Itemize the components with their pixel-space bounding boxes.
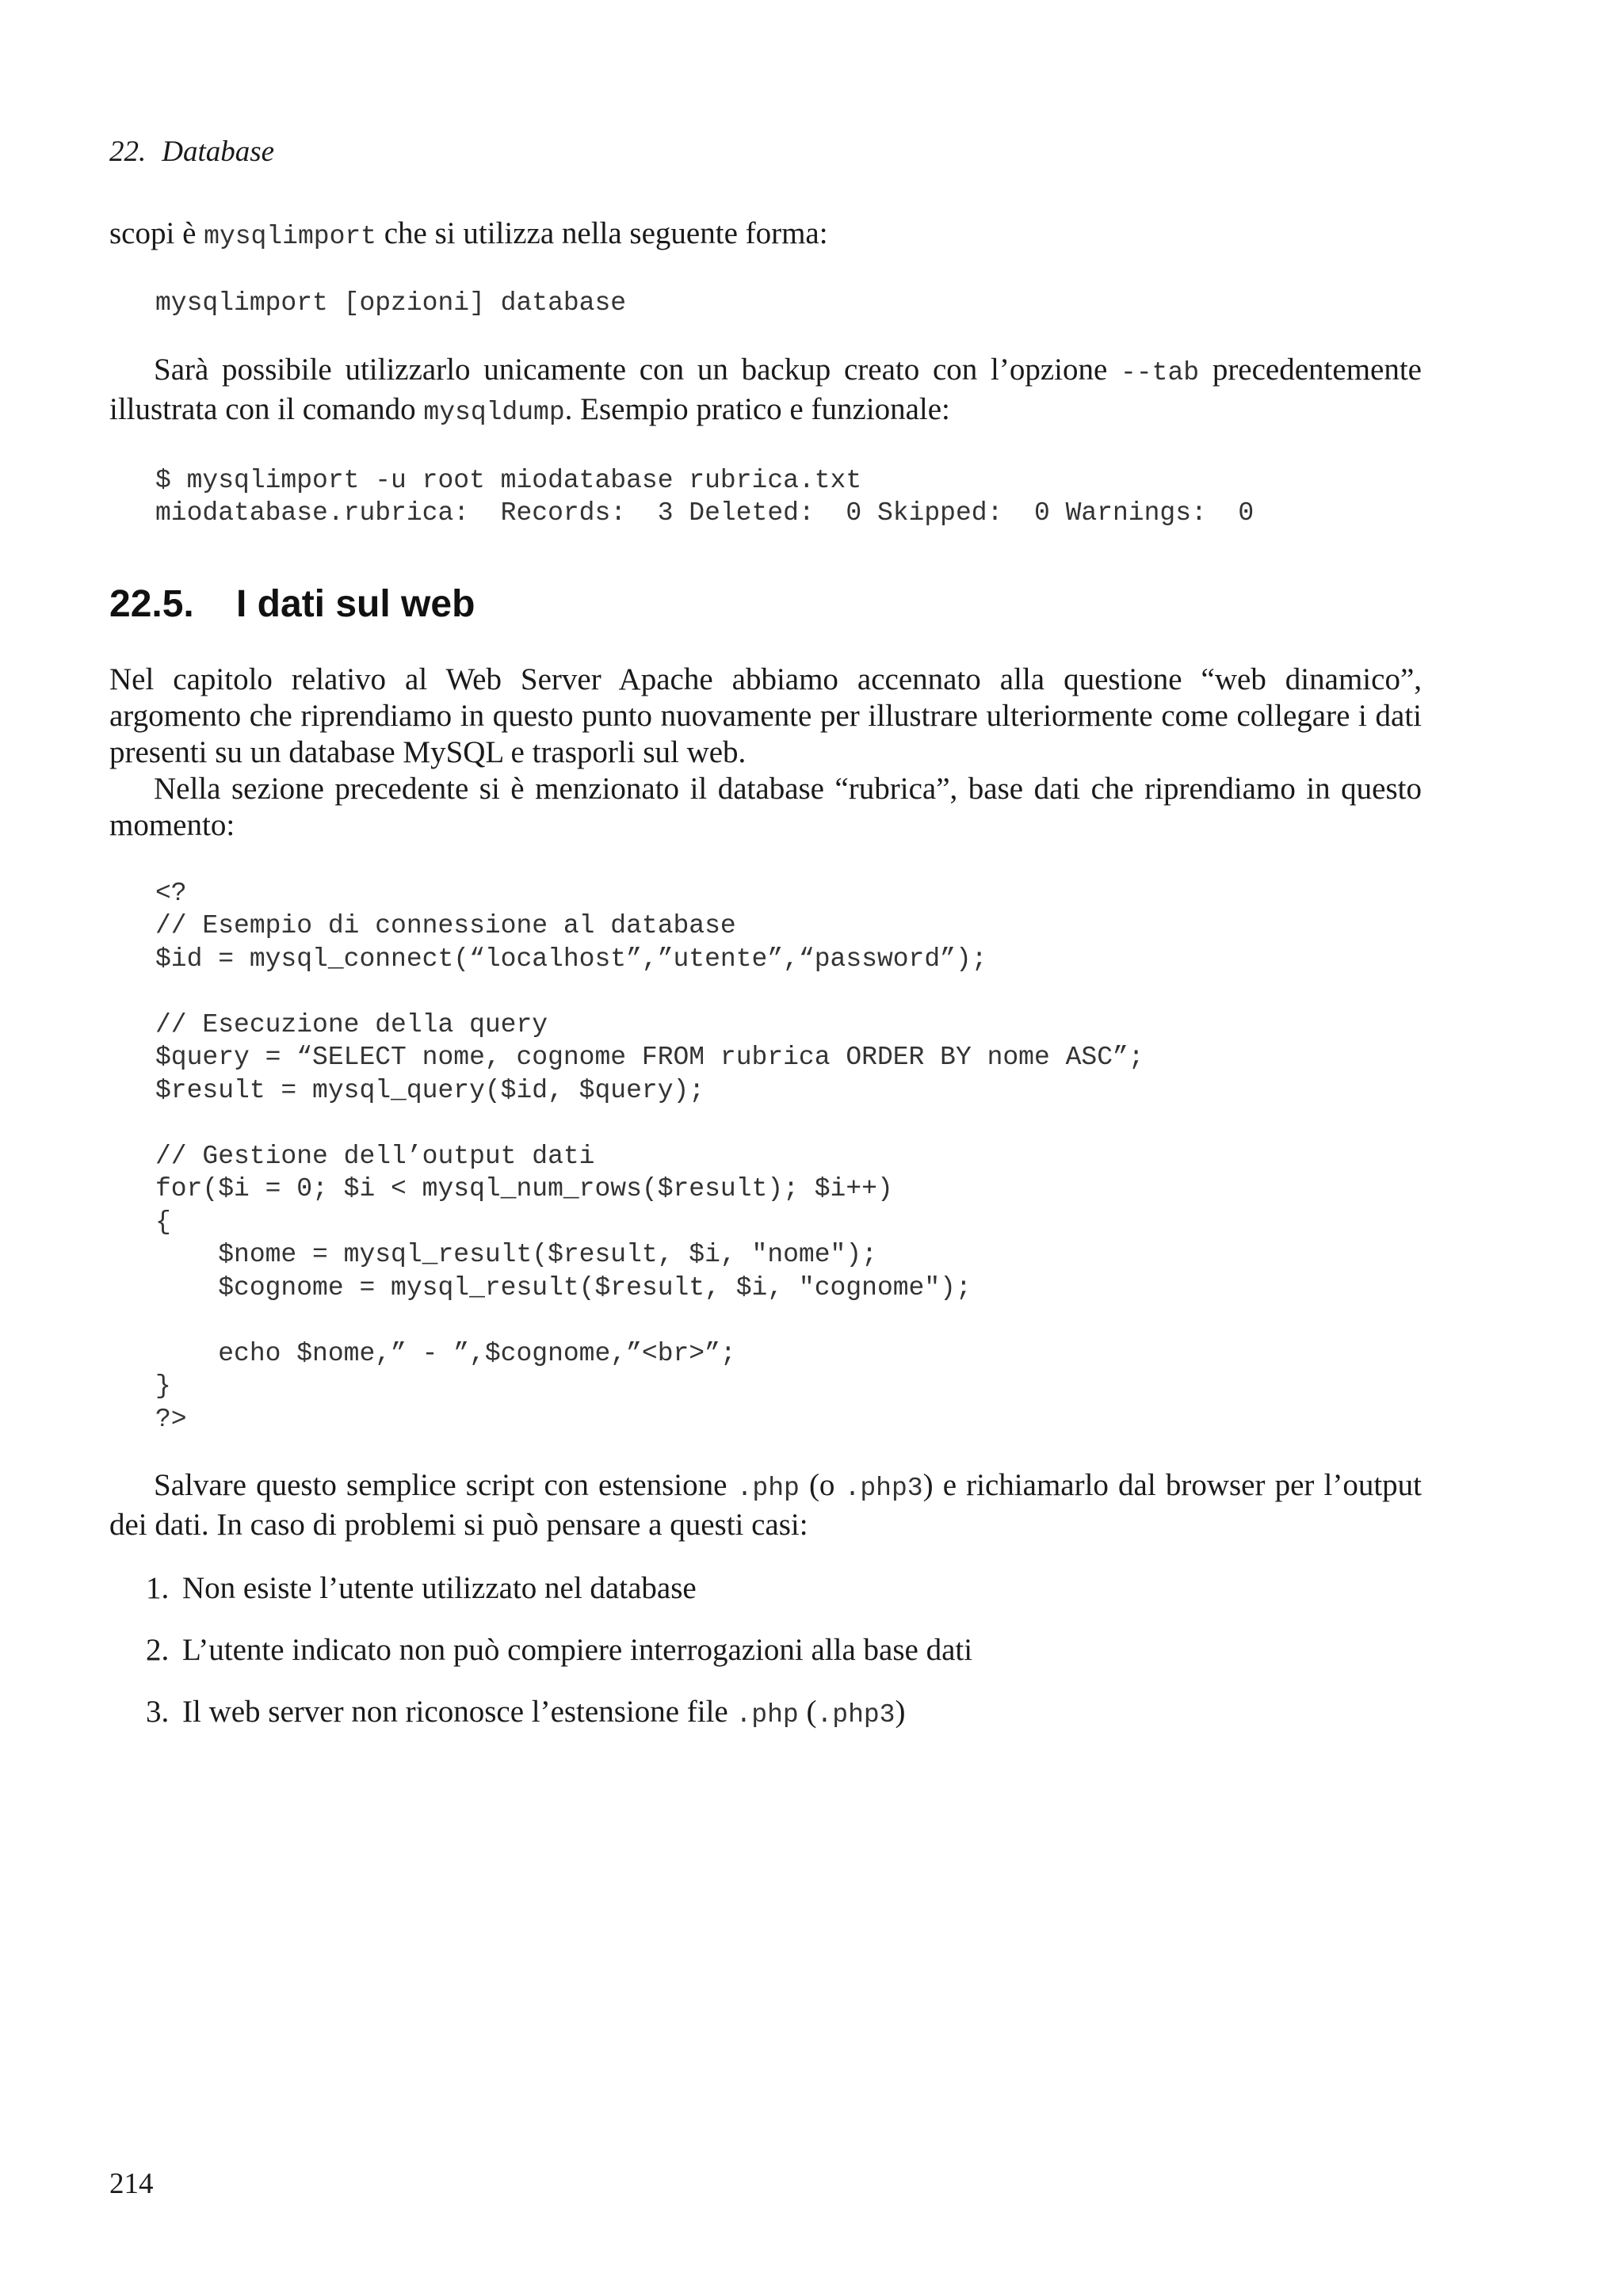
- running-head: [109, 135, 274, 169]
- numbered-list: [109, 1570, 1422, 1733]
- list-number: 1.: [146, 1571, 170, 1605]
- inline-code-php3: .php3: [844, 1474, 923, 1503]
- list-item: [109, 1570, 1422, 1607]
- page-number: 214: [109, 2168, 154, 2200]
- paragraph-web-dynamic: Nel capitolo relativo al Web Server Apache abbiamo accennato alla questione “web dinamico”, argomento che riprendiamo in questo punto nuovamente per illustrare ulteriormente come collegare i dati presenti su un database MySQL e trasporli sul web.: [109, 662, 1422, 769]
- book-page: [109, 0, 1422, 2296]
- list-item: [109, 1694, 1422, 1733]
- section-title: I dati sul web: [236, 582, 475, 625]
- inline-code-mysqldump: mysqldump: [423, 397, 565, 427]
- paragraph-save-script: [109, 1467, 1422, 1543]
- intro-text-2: che si utilizza nella seguente forma:: [376, 216, 828, 250]
- paragraph-rubrica: Nella sezione precedente si è menzionato il database “rubrica”, base dati che riprendiamo in questo momento:: [109, 771, 1422, 842]
- code-block-syntax: mysqlimport [opzioni] database: [155, 288, 627, 318]
- list-item-text: ): [895, 1695, 906, 1729]
- paragraph-tab-option: [109, 352, 1422, 431]
- list-item-text: Non esiste l’utente utilizzato nel database: [182, 1571, 697, 1605]
- intro-text-1: scopi è: [109, 216, 204, 250]
- inline-code-php: .php: [736, 1474, 800, 1503]
- inline-code-tab: --tab: [1121, 357, 1200, 387]
- inline-code-php3: .php3: [816, 1700, 896, 1730]
- section-number: 22.5.: [109, 582, 194, 625]
- intro-paragraph: [109, 215, 1422, 255]
- list-item-text: L’utente indicato non può compiere interrogazioni alla base dati: [182, 1633, 973, 1667]
- paragraph-text: precedentemente illustrata con il comando: [109, 352, 1422, 426]
- paragraph-text: ) e richiamarlo dal browser per l’output dei dati. In caso di problemi si può pensare a questi casi:: [109, 1468, 1423, 1542]
- paragraph-text: Salvare questo semplice script con estensione: [154, 1468, 737, 1502]
- list-item-text: (: [798, 1695, 817, 1729]
- inline-code-php: .php: [735, 1700, 799, 1730]
- code-block-php: <? // Esempio di connessione al database $id = mysql_connect(“localhost”,”utente”,“password”); // Esecuzione della query $query = “SELECT nome, cognome FROM rubrica ORDER BY nome ASC”; $result = mysql_query($id, $query); // Gestione dell’output dati for($i = 0; $i < mysql_num_rows($result); $i++) { $nome = mysql_result($result, $i, "nome"); $cognome = mysql_result($result, $i, "cognome"); echo $nome,” - ”,$cognome,”<br>”; } ?>: [155, 878, 1144, 1434]
- page-content: [109, 215, 1422, 1733]
- list-number: 3.: [146, 1695, 170, 1729]
- list-item-text: Il web server non riconosce l’estensione file: [182, 1695, 736, 1729]
- section-heading: [109, 581, 1422, 628]
- paragraph-text: Sarà possibile utilizzarlo unicamente con un backup creato con l’opzione: [154, 352, 1121, 387]
- code-block-example: $ mysqlimport -u root miodatabase rubrica.txt miodatabase.rubrica: Records: 3 Deleted: 0 Skipped: 0 Warnings: 0: [155, 465, 1254, 528]
- chapter-title: Database: [162, 135, 275, 168]
- list-item: [109, 1632, 1422, 1669]
- inline-code-mysqlimport: mysqlimport: [204, 222, 376, 251]
- chapter-number: 22.: [109, 135, 147, 168]
- paragraph-text: . Esempio pratico e funzionale:: [564, 391, 950, 426]
- paragraph-text: (o: [799, 1468, 845, 1502]
- list-number: 2.: [146, 1633, 170, 1667]
